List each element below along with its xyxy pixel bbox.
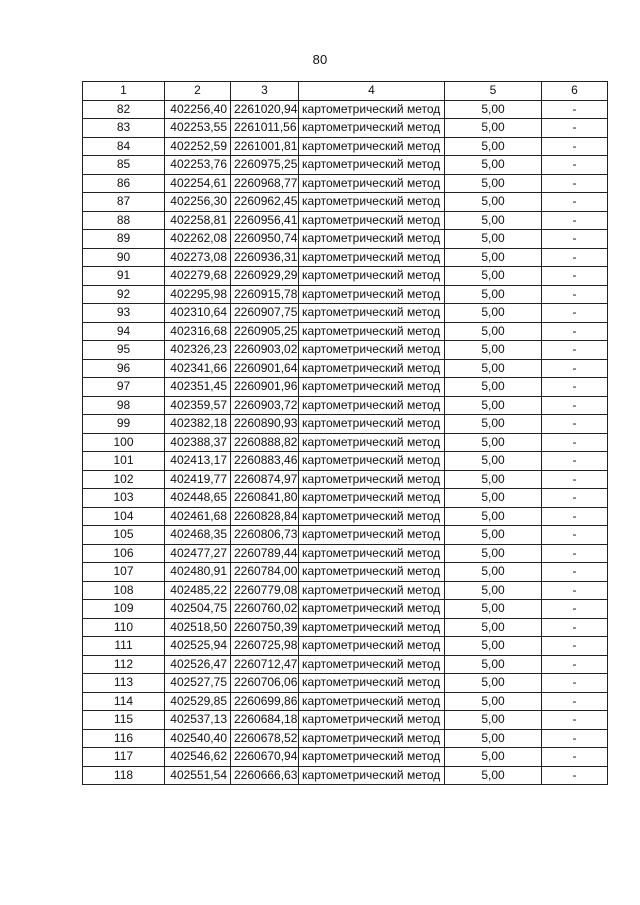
cell-coordinate-x: 402326,23 [165, 341, 231, 360]
cell-point-number: 114 [83, 692, 165, 711]
cell-coordinate-y: 2260828,84 [231, 507, 299, 526]
cell-coordinate-y: 2260888,82 [231, 433, 299, 452]
cell-point-number: 96 [83, 359, 165, 378]
table-row [83, 544, 608, 563]
cell-coordinate-y: 2260760,02 [231, 600, 299, 619]
cell-note: - [542, 526, 608, 545]
cell-accuracy: 5,00 [445, 692, 542, 711]
cell-note: - [542, 581, 608, 600]
cell-note: - [542, 156, 608, 175]
cell-point-number: 108 [83, 581, 165, 600]
cell-method: картометрический метод [299, 637, 445, 656]
cell-point-number: 87 [83, 193, 165, 212]
table-row [83, 433, 608, 452]
cell-note: - [542, 415, 608, 434]
cell-method: картометрический метод [299, 452, 445, 471]
cell-coordinate-y: 2261020,94 [231, 100, 299, 119]
cell-point-number: 97 [83, 378, 165, 397]
cell-note: - [542, 248, 608, 267]
table-row [83, 766, 608, 785]
cell-point-number: 107 [83, 563, 165, 582]
cell-coordinate-x: 402256,40 [165, 100, 231, 119]
cell-coordinate-y: 2260684,18 [231, 711, 299, 730]
cell-coordinate-y: 2260890,93 [231, 415, 299, 434]
cell-point-number: 109 [83, 600, 165, 619]
cell-coordinate-x: 402419,77 [165, 470, 231, 489]
cell-note: - [542, 378, 608, 397]
cell-coordinate-x: 402253,55 [165, 119, 231, 138]
cell-point-number: 118 [83, 766, 165, 785]
cell-coordinate-x: 402341,66 [165, 359, 231, 378]
table-row [83, 341, 608, 360]
cell-coordinate-x: 402256,30 [165, 193, 231, 212]
table-row [83, 692, 608, 711]
cell-note: - [542, 729, 608, 748]
cell-coordinate-x: 402504,75 [165, 600, 231, 619]
cell-accuracy: 5,00 [445, 618, 542, 637]
cell-note: - [542, 507, 608, 526]
cell-method: картометрический метод [299, 359, 445, 378]
cell-coordinate-x: 402485,22 [165, 581, 231, 600]
table-row [83, 137, 608, 156]
cell-point-number: 106 [83, 544, 165, 563]
cell-note: - [542, 637, 608, 656]
table-row [83, 729, 608, 748]
cell-accuracy: 5,00 [445, 248, 542, 267]
cell-note: - [542, 748, 608, 767]
cell-point-number: 94 [83, 322, 165, 341]
cell-point-number: 110 [83, 618, 165, 637]
cell-accuracy: 5,00 [445, 489, 542, 508]
table-row [83, 156, 608, 175]
table-row [83, 211, 608, 230]
cell-coordinate-x: 402359,57 [165, 396, 231, 415]
cell-point-number: 84 [83, 137, 165, 156]
cell-coordinate-x: 402316,68 [165, 322, 231, 341]
page-number: 80 [312, 52, 328, 67]
cell-accuracy: 5,00 [445, 341, 542, 360]
cell-accuracy: 5,00 [445, 415, 542, 434]
cell-method: картометрический метод [299, 415, 445, 434]
cell-coordinate-y: 2260975,25 [231, 156, 299, 175]
cell-coordinate-x: 402537,13 [165, 711, 231, 730]
cell-accuracy: 5,00 [445, 581, 542, 600]
cell-note: - [542, 267, 608, 286]
cell-coordinate-x: 402461,68 [165, 507, 231, 526]
cell-accuracy: 5,00 [445, 433, 542, 452]
cell-coordinate-y: 2260670,94 [231, 748, 299, 767]
cell-coordinate-x: 402529,85 [165, 692, 231, 711]
cell-point-number: 91 [83, 267, 165, 286]
table-row [83, 322, 608, 341]
cell-note: - [542, 692, 608, 711]
table-row [83, 600, 608, 619]
table-body [83, 100, 608, 785]
cell-coordinate-x: 402448,65 [165, 489, 231, 508]
cell-note: - [542, 341, 608, 360]
table-row [83, 267, 608, 286]
cell-method: картометрический метод [299, 600, 445, 619]
cell-method: картометрический метод [299, 304, 445, 323]
table-row [83, 174, 608, 193]
header-row [83, 82, 608, 101]
cell-coordinate-y: 2260779,08 [231, 581, 299, 600]
cell-note: - [542, 230, 608, 249]
cell-coordinate-y: 2260903,02 [231, 341, 299, 360]
cell-point-number: 116 [83, 729, 165, 748]
cell-note: - [542, 193, 608, 212]
cell-point-number: 101 [83, 452, 165, 471]
cell-method: картометрический метод [299, 489, 445, 508]
header-col-5: 5 [445, 82, 542, 101]
cell-point-number: 93 [83, 304, 165, 323]
cell-coordinate-y: 2260901,64 [231, 359, 299, 378]
table-row [83, 507, 608, 526]
cell-point-number: 88 [83, 211, 165, 230]
cell-accuracy: 5,00 [445, 600, 542, 619]
cell-accuracy: 5,00 [445, 359, 542, 378]
cell-point-number: 104 [83, 507, 165, 526]
cell-method: картометрический метод [299, 174, 445, 193]
header-col-6: 6 [542, 82, 608, 101]
cell-coordinate-y: 2261011,56 [231, 119, 299, 138]
cell-coordinate-y: 2260903,72 [231, 396, 299, 415]
cell-coordinate-y: 2260907,75 [231, 304, 299, 323]
cell-point-number: 92 [83, 285, 165, 304]
cell-accuracy: 5,00 [445, 378, 542, 397]
cell-note: - [542, 489, 608, 508]
cell-coordinate-y: 2260962,45 [231, 193, 299, 212]
cell-point-number: 89 [83, 230, 165, 249]
cell-accuracy: 5,00 [445, 452, 542, 471]
table-row [83, 119, 608, 138]
table-row [83, 452, 608, 471]
cell-method: картометрический метод [299, 748, 445, 767]
cell-method: картометрический метод [299, 729, 445, 748]
cell-accuracy: 5,00 [445, 119, 542, 138]
header-col-3: 3 [231, 82, 299, 101]
cell-coordinate-y: 2260712,47 [231, 655, 299, 674]
table-row [83, 359, 608, 378]
cell-accuracy: 5,00 [445, 304, 542, 323]
cell-method: картометрический метод [299, 674, 445, 693]
cell-coordinate-x: 402382,18 [165, 415, 231, 434]
cell-method: картометрический метод [299, 396, 445, 415]
table-row [83, 470, 608, 489]
cell-coordinate-y: 2260806,73 [231, 526, 299, 545]
cell-coordinate-y: 2260901,96 [231, 378, 299, 397]
table-row [83, 711, 608, 730]
cell-method: картометрический метод [299, 507, 445, 526]
cell-coordinate-x: 402253,76 [165, 156, 231, 175]
table-row [83, 637, 608, 656]
cell-note: - [542, 470, 608, 489]
cell-accuracy: 5,00 [445, 193, 542, 212]
table-row [83, 304, 608, 323]
header-col-4: 4 [299, 82, 445, 101]
cell-note: - [542, 618, 608, 637]
cell-point-number: 86 [83, 174, 165, 193]
table-row [83, 489, 608, 508]
cell-method: картометрический метод [299, 470, 445, 489]
cell-point-number: 99 [83, 415, 165, 434]
cell-coordinate-x: 402254,61 [165, 174, 231, 193]
cell-coordinate-x: 402525,94 [165, 637, 231, 656]
cell-note: - [542, 119, 608, 138]
cell-note: - [542, 304, 608, 323]
cell-note: - [542, 433, 608, 452]
cell-note: - [542, 544, 608, 563]
cell-point-number: 100 [83, 433, 165, 452]
cell-coordinate-y: 2260950,74 [231, 230, 299, 249]
cell-coordinate-y: 2260666,63 [231, 766, 299, 785]
cell-accuracy: 5,00 [445, 674, 542, 693]
cell-method: картометрический метод [299, 137, 445, 156]
cell-accuracy: 5,00 [445, 711, 542, 730]
cell-point-number: 117 [83, 748, 165, 767]
cell-note: - [542, 563, 608, 582]
table-row [83, 248, 608, 267]
cell-note: - [542, 766, 608, 785]
cell-coordinate-x: 402527,75 [165, 674, 231, 693]
cell-coordinate-y: 2260915,78 [231, 285, 299, 304]
table-row [83, 563, 608, 582]
table-row [83, 748, 608, 767]
cell-accuracy: 5,00 [445, 470, 542, 489]
cell-coordinate-y: 2260789,44 [231, 544, 299, 563]
cell-coordinate-y: 2260784,00 [231, 563, 299, 582]
cell-coordinate-x: 402252,59 [165, 137, 231, 156]
cell-point-number: 98 [83, 396, 165, 415]
cell-coordinate-x: 402546,62 [165, 748, 231, 767]
cell-coordinate-x: 402480,91 [165, 563, 231, 582]
table-row [83, 581, 608, 600]
table-row [83, 396, 608, 415]
cell-note: - [542, 452, 608, 471]
cell-point-number: 113 [83, 674, 165, 693]
table-row [83, 674, 608, 693]
cell-point-number: 83 [83, 119, 165, 138]
cell-point-number: 82 [83, 100, 165, 119]
cell-method: картометрический метод [299, 341, 445, 360]
cell-accuracy: 5,00 [445, 174, 542, 193]
cell-method: картометрический метод [299, 193, 445, 212]
cell-coordinate-x: 402310,64 [165, 304, 231, 323]
cell-method: картометрический метод [299, 711, 445, 730]
cell-accuracy: 5,00 [445, 396, 542, 415]
cell-point-number: 115 [83, 711, 165, 730]
cell-coordinate-y: 2260956,41 [231, 211, 299, 230]
cell-accuracy: 5,00 [445, 766, 542, 785]
cell-method: картометрический метод [299, 267, 445, 286]
coordinates-table [82, 81, 608, 785]
table-row [83, 100, 608, 119]
cell-coordinate-y: 2260905,25 [231, 322, 299, 341]
table-row [83, 618, 608, 637]
cell-coordinate-x: 402388,37 [165, 433, 231, 452]
cell-point-number: 103 [83, 489, 165, 508]
cell-coordinate-y: 2260874,97 [231, 470, 299, 489]
cell-method: картометрический метод [299, 285, 445, 304]
cell-method: картометрический метод [299, 433, 445, 452]
table-header [83, 82, 608, 101]
cell-coordinate-x: 402526,47 [165, 655, 231, 674]
table-row [83, 378, 608, 397]
cell-method: картометрический метод [299, 655, 445, 674]
cell-coordinate-x: 402468,35 [165, 526, 231, 545]
cell-point-number: 85 [83, 156, 165, 175]
cell-note: - [542, 174, 608, 193]
cell-accuracy: 5,00 [445, 322, 542, 341]
cell-point-number: 102 [83, 470, 165, 489]
table-row [83, 230, 608, 249]
cell-method: картометрический метод [299, 211, 445, 230]
cell-coordinate-x: 402273,08 [165, 248, 231, 267]
cell-note: - [542, 711, 608, 730]
table-row [83, 285, 608, 304]
cell-coordinate-y: 2260936,31 [231, 248, 299, 267]
cell-accuracy: 5,00 [445, 211, 542, 230]
cell-note: - [542, 600, 608, 619]
cell-method: картометрический метод [299, 322, 445, 341]
cell-accuracy: 5,00 [445, 729, 542, 748]
cell-note: - [542, 137, 608, 156]
cell-point-number: 105 [83, 526, 165, 545]
cell-accuracy: 5,00 [445, 100, 542, 119]
cell-note: - [542, 285, 608, 304]
cell-point-number: 111 [83, 637, 165, 656]
cell-accuracy: 5,00 [445, 230, 542, 249]
cell-coordinate-x: 402477,27 [165, 544, 231, 563]
cell-method: картометрический метод [299, 230, 445, 249]
cell-note: - [542, 674, 608, 693]
cell-accuracy: 5,00 [445, 137, 542, 156]
cell-method: картометрический метод [299, 119, 445, 138]
cell-note: - [542, 655, 608, 674]
cell-coordinate-x: 402279,68 [165, 267, 231, 286]
cell-coordinate-x: 402413,17 [165, 452, 231, 471]
table-row [83, 415, 608, 434]
cell-method: картометрический метод [299, 563, 445, 582]
cell-coordinate-y: 2260699,86 [231, 692, 299, 711]
cell-accuracy: 5,00 [445, 544, 542, 563]
cell-coordinate-y: 2261001,81 [231, 137, 299, 156]
cell-coordinate-x: 402540,40 [165, 729, 231, 748]
cell-coordinate-x: 402551,54 [165, 766, 231, 785]
cell-coordinate-x: 402295,98 [165, 285, 231, 304]
cell-note: - [542, 396, 608, 415]
cell-accuracy: 5,00 [445, 748, 542, 767]
cell-method: картометрический метод [299, 766, 445, 785]
cell-coordinate-x: 402258,81 [165, 211, 231, 230]
cell-coordinate-y: 2260929,29 [231, 267, 299, 286]
cell-accuracy: 5,00 [445, 507, 542, 526]
table-row [83, 526, 608, 545]
cell-accuracy: 5,00 [445, 156, 542, 175]
cell-note: - [542, 359, 608, 378]
cell-coordinate-x: 402351,45 [165, 378, 231, 397]
cell-point-number: 95 [83, 341, 165, 360]
cell-coordinate-y: 2260725,98 [231, 637, 299, 656]
cell-accuracy: 5,00 [445, 655, 542, 674]
cell-method: картометрический метод [299, 692, 445, 711]
cell-method: картометрический метод [299, 526, 445, 545]
table-row [83, 655, 608, 674]
cell-accuracy: 5,00 [445, 526, 542, 545]
cell-coordinate-y: 2260883,46 [231, 452, 299, 471]
cell-method: картометрический метод [299, 378, 445, 397]
cell-coordinate-y: 2260678,52 [231, 729, 299, 748]
header-col-2: 2 [165, 82, 231, 101]
cell-accuracy: 5,00 [445, 267, 542, 286]
cell-method: картометрический метод [299, 248, 445, 267]
cell-accuracy: 5,00 [445, 637, 542, 656]
cell-coordinate-x: 402262,08 [165, 230, 231, 249]
cell-note: - [542, 211, 608, 230]
cell-method: картометрический метод [299, 618, 445, 637]
cell-coordinate-y: 2260750,39 [231, 618, 299, 637]
cell-point-number: 90 [83, 248, 165, 267]
cell-accuracy: 5,00 [445, 285, 542, 304]
cell-coordinate-y: 2260706,06 [231, 674, 299, 693]
cell-coordinate-y: 2260968,77 [231, 174, 299, 193]
cell-note: - [542, 100, 608, 119]
cell-accuracy: 5,00 [445, 563, 542, 582]
cell-method: картометрический метод [299, 100, 445, 119]
cell-coordinate-y: 2260841,80 [231, 489, 299, 508]
header-col-1: 1 [83, 82, 165, 101]
cell-coordinate-x: 402518,50 [165, 618, 231, 637]
table-row [83, 193, 608, 212]
cell-point-number: 112 [83, 655, 165, 674]
cell-note: - [542, 322, 608, 341]
cell-method: картометрический метод [299, 544, 445, 563]
cell-method: картометрический метод [299, 581, 445, 600]
cell-method: картометрический метод [299, 156, 445, 175]
